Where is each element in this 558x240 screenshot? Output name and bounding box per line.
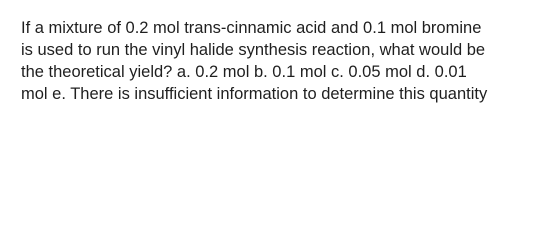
question-line-3: the theoretical yield? a. 0.2 mol b. 0.1 mol c. 0.05 mol d. 0.01 xyxy=(21,63,467,81)
question-line-2: is used to run the vinyl halide synthesis reaction, what would be xyxy=(21,41,486,59)
question-line-1: If a mixture of 0.2 mol trans-cinnamic acid and 0.1 mol bromine xyxy=(21,19,482,37)
question-line-4: mol e. There is insufficient information to determine this quantity xyxy=(21,85,488,103)
question-text xyxy=(21,17,551,105)
